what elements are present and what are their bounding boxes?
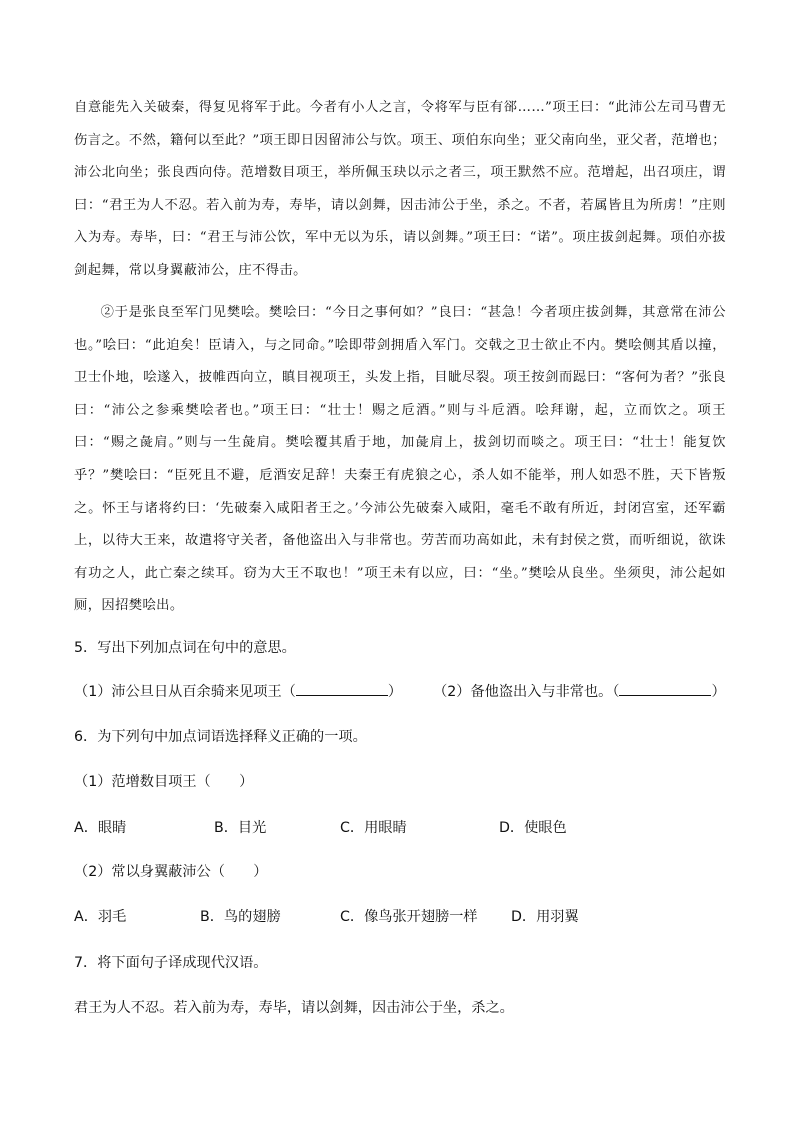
question-6-sub-2: （2）常以身翼蔽沛公（ ） — [74, 864, 268, 880]
q6-sub2-option-d[interactable]: D．用羽翼 — [511, 909, 579, 925]
question-7-title: 7．将下面句子译成现代汉语。 — [74, 955, 268, 971]
question-6-sub-1: （1）范增数目项王（ ） — [74, 774, 254, 790]
q5-item-1-close: ） — [387, 684, 403, 700]
q6-sub2-option-b[interactable]: B．鸟的翅膀 — [200, 909, 281, 925]
q5-item-2-text: （2）备他盗出入与非常也。（ — [433, 684, 620, 700]
passage-paragraph-1: 自意能先入关破秦，得复见将军于此。今者有小人之言，令将军与臣有郤……”项王曰：“此沛公左司马曹无伤言之。不然，籍何以至此？”项王即日因留沛公与饮。项王、项伯东向坐；亚父南向坐，亚父者，范增也；沛公北向坐；张良西向侍。范增数目项王，举所佩玉玦以示之者三，项王默然不应。范增起，出召项庄，谓曰：“君王为人不忍。若入前为寿，寿毕，请以剑舞，因击沛公于坐，杀之。不者，若属皆且为所虏！”庄则入为寿。寿毕，曰：“君王与沛公饮，军中无以为乐，请以剑舞。”项王曰：“诺”。项庄拔剑起舞。项伯亦拔剑起舞，常以身翼蔽沛公，庄不得击。 — [74, 100, 726, 278]
q6-sub2-option-a[interactable]: A．羽毛 — [74, 909, 127, 925]
q5-answer-blank-1[interactable] — [296, 683, 388, 696]
q6-sub1-option-b[interactable]: B．目光 — [214, 820, 267, 836]
question-5-title: 5．写出下列加点词在句中的意思。 — [74, 640, 296, 656]
q6-sub1-option-d[interactable]: D．使眼色 — [499, 820, 567, 836]
question-5-items — [74, 682, 726, 702]
q5-item-1-text: （1）沛公旦日从百余骑来见项王（ — [74, 684, 296, 700]
question-6-title: 6．为下列句中加点词语选择释义正确的一项。 — [74, 729, 367, 745]
q6-sub1-option-a[interactable]: A．眼睛 — [74, 820, 127, 836]
passage-paragraph-2: ②于是张良至军门见樊哙。樊哙曰：“今日之事何如？”良曰：“甚急！今者项庄拔剑舞，其意常在沛公也。”哙曰：“此迫矣！臣请入，与之同命。”哙即带剑拥盾入军门。交戟之卫士欲止不内。樊哙侧其盾以撞，卫士仆地，哙遂入，披帷西向立，瞋目视项王，头发上指，目眦尽裂。项王按剑而跽曰：“客何为者？”张良曰：“沛公之参乘樊哙者也。”项王曰：“壮士！赐之卮酒。”则与斗卮酒。哙拜谢，起，立而饮之。项王曰：“赐之彘肩。”则与一生彘肩。樊哙覆其盾于地，加彘肩上，拔剑切而啖之。项王曰：“壮士！能复饮乎？”樊哙曰：“臣死且不避，卮酒安足辞！夫秦王有虎狼之心，杀人如不能举，刑人如恐不胜，天下皆叛之。怀王与诸将约曰：‘先破秦入咸阳者王之。’今沛公先破秦入咸阳，毫毛不敢有所近，封闭宫室，还军霸上，以待大王来，故遣将守关者，备他盗出入与非常也。劳苦而功高如此，未有封侯之赏，而听细说，欲诛有功之人，此亡秦之续耳。窃为大王不取也！”项王未有以应，曰：“坐。”樊哙从良坐。坐须臾，沛公起如厕，因招樊哙出。 — [74, 305, 726, 614]
question-7-sentence: 君王为人不忍。若入前为寿，寿毕，请以剑舞，因击沛公于坐，杀之。 — [74, 1000, 514, 1016]
q5-item-2-close: ） — [711, 684, 726, 700]
q5-answer-blank-2[interactable] — [619, 683, 711, 696]
q6-sub2-option-c[interactable]: C．像鸟张开翅膀一样 — [340, 909, 478, 925]
q6-sub1-option-c[interactable]: C．用眼睛 — [340, 820, 407, 836]
